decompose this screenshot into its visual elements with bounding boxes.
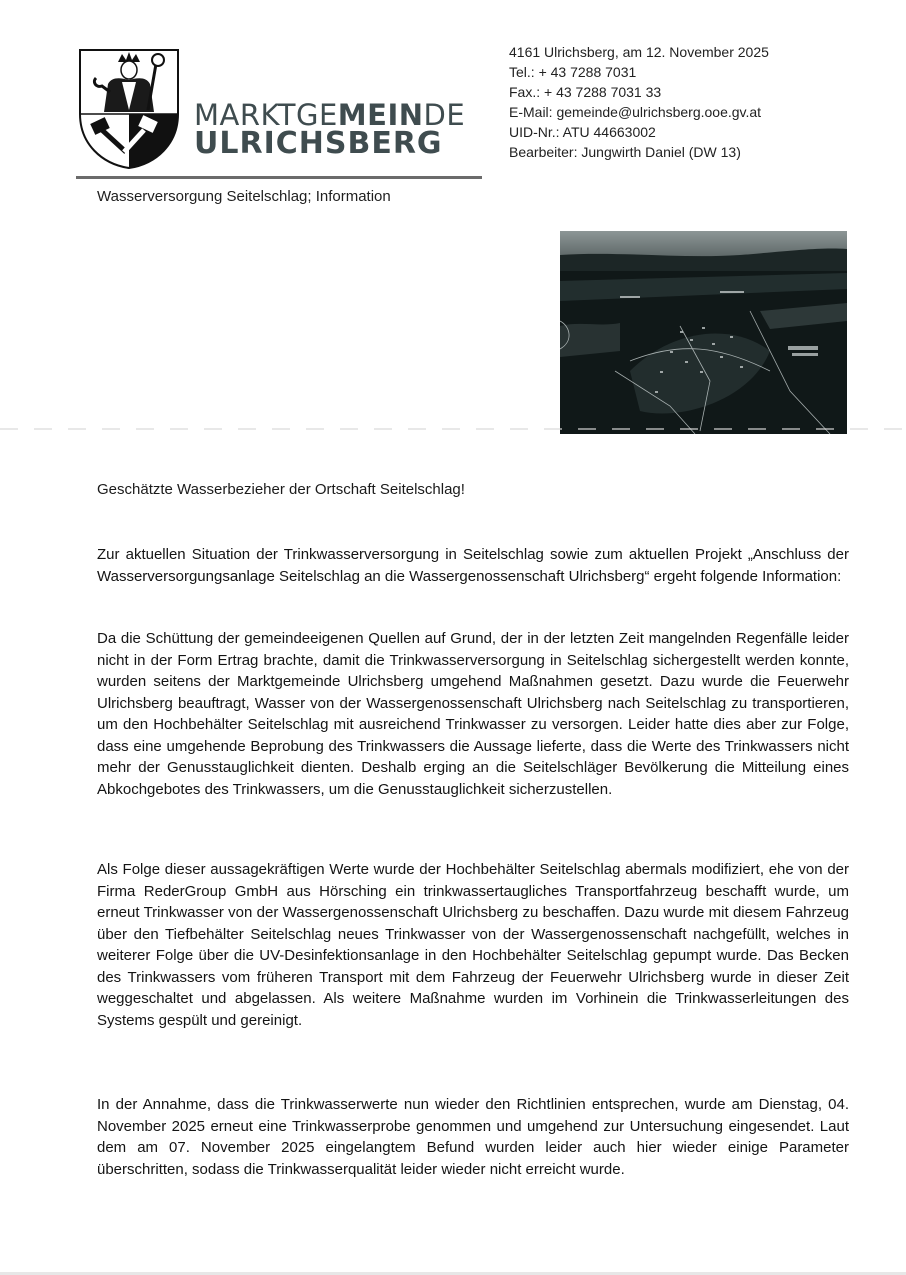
fax: Fax.: + 43 7288 7031 33 — [509, 84, 662, 100]
paragraph-text: Als Folge dieser aussagekräftigen Werte wurde der Hochbehälter Seitelschlag abermals modifiziert, ehe von der Firma RederGroup GmbH aus Hörsching ein trinkwassertaugliches Transportfahrzeug beschafft wurde, um erneut Trinkwasser von der Wassergenossenschaft Ulrichsberg zu beschaffen. Dazu wurde mit diesem Fahrzeug über den Tiefbehälter Seitelschlag neues Trinkwasser von der Wassergenossenschaft nachgefüllt, welches in weiterer Folge über die UV-Desinfektionsanlage in den Hochbehälter Seitelschlag gepumpt wurde. Das Becken des Trinkwassers vom früheren Transport mit dem Fahrzeug der Feuerwehr Ulrichsberg wurde in dieser Zeit weggeschaltet und abgelassen. Als weitere Maßnahme wurden im Vorhinein die Trinkwasserleitungen des Systems gespült und gereinigt. — [97, 861, 849, 1029]
paragraph-text: Da die Schüttung der gemeindeeigenen Quellen auf Grund, der in der letzten Zeit mangelnden Regenfälle leider nicht in der Form Ertrag brachte, damit die Trinkwasserversorgung in Seitelschlag sichergestellt werden konnte, wurden seitens der Marktgemeinde Ulrichsberg umgehend Maßnahmen gesetzt. Dazu wurde die Feuerwehr Ulrichsberg beauftragt, Wasser von der Wassergenossenschaft Ulrichsberg nach Seitelschlag zu transportieren, um den Hochbehälter Seitelschlag mit ausreichend Trinkwasser zu versorgen. Leider hatte dies aber zur Folge, dass eine umgehende Beprobung des Trinkwassers die Aussage lieferte, dass die Werte des Trinkwassers nicht mehr der Genusstauglichkeit dienten. Deshalb erging an die Seitelschläger Bevölkerung die Mitteilung eines Abkochgebotes des Trinkwassers, um die Genusstauglichkeit sicherzustellen. — [97, 630, 849, 798]
brand-line-1-part-b: DE — [423, 98, 466, 132]
place-date: 4161 Ulrichsberg, am 12. November 2025 — [509, 44, 769, 60]
telephone: Tel.: + 43 7288 7031 — [509, 64, 637, 80]
paragraph-text: Zur aktuellen Situation der Trinkwasserversorgung in Seitelschlag sowie zum aktuellen Projekt „Anschluss der Wasserversorgungsanlage Seitelschlag an die Wassergenossenschaft Ulrichsberg“ ergeht folgende Information: — [97, 546, 849, 585]
clerk: Bearbeiter: Jungwirth Daniel (DW 13) — [509, 144, 741, 160]
letterhead-divider — [76, 176, 482, 179]
body-paragraph — [97, 628, 849, 800]
body-paragraph — [97, 544, 849, 587]
email: E-Mail: gemeinde@ulrichsberg.ooe.gv.at — [509, 104, 762, 120]
brand-line-2: ULRICHSBERG — [194, 126, 443, 161]
scan-artifact-line — [0, 428, 906, 430]
letter-subject: Wasserversorgung Seitelschlag; Information — [97, 188, 391, 205]
brand-line-1-part-a: MARKTGE — [194, 98, 338, 132]
sender-contact-block — [509, 42, 769, 162]
salutation: Geschätzte Wasserbezieher der Ortschaft Seitelschlag! — [97, 481, 465, 498]
municipality-logo-text — [194, 98, 466, 161]
uid-number: UID-Nr.: ATU 44663002 — [509, 124, 656, 140]
paragraph-text: In der Annahme, dass die Trinkwasserwerte nun wieder den Richtlinien entsprechen, wurde am Dienstag, 04. November 2025 erneut eine Trinkwasserprobe genommen und umgehend zur Untersuchung eingesendet. Laut dem am 07. November 2025 eingelangtem Befund wurden leider auch hier wieder einige Parameter überschritten, sodass die Trinkwasserqualität leider wieder nicht erreicht wurde. — [97, 1096, 849, 1178]
aerial-town-photo — [560, 231, 847, 434]
coat-of-arms-icon — [78, 48, 180, 170]
brand-line-1-bold: MEIN — [337, 98, 424, 132]
brand-line-1 — [194, 98, 466, 132]
body-paragraph — [97, 859, 849, 1031]
body-paragraph — [97, 1094, 849, 1180]
